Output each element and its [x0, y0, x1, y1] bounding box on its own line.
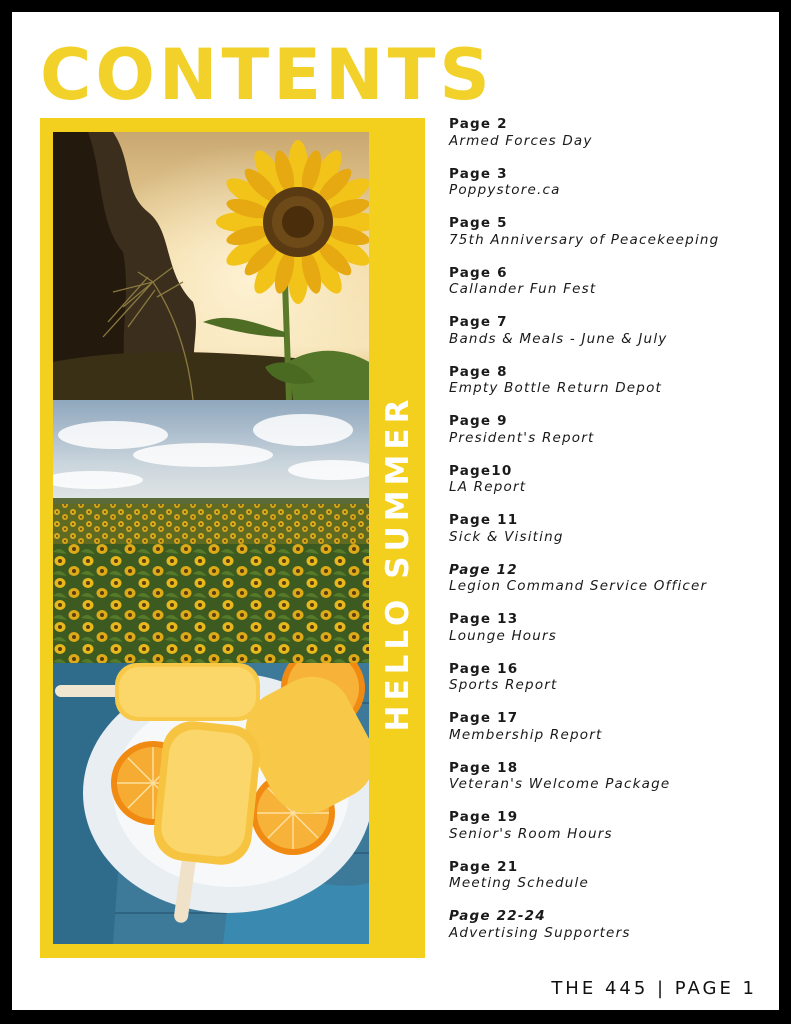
toc-article-title: Poppystore.ca: [449, 182, 561, 198]
sunflower-photo: [53, 132, 369, 400]
sunflower-field-photo: [53, 400, 369, 663]
table-of-contents: [449, 116, 769, 958]
toc-page-number: Page 3: [449, 165, 508, 182]
toc-entry: [449, 265, 769, 315]
toc-entry: [449, 809, 769, 859]
toc-page-number: Page 13: [449, 611, 519, 627]
toc-article-title: Armed Forces Day: [449, 132, 593, 149]
toc-page-number: Page 16: [449, 660, 519, 677]
toc-article-title: Veteran's Welcome Package: [449, 776, 671, 792]
toc-article-title: Sick & Visiting: [449, 528, 564, 545]
toc-page-number: Page10: [449, 462, 513, 479]
toc-entry: [449, 908, 769, 958]
toc-article-title: Membership Report: [449, 726, 603, 743]
photo-frame: [40, 118, 425, 958]
toc-article-title: Empty Bottle Return Depot: [449, 380, 663, 396]
toc-article-title: Legion Command Service Officer: [449, 578, 708, 594]
toc-article-title: Meeting Schedule: [449, 875, 589, 891]
toc-page-number: Page 22-24: [449, 908, 546, 924]
photo-collage: [53, 132, 369, 944]
toc-entry: [449, 859, 769, 909]
toc-page-number: Page 5: [449, 215, 508, 231]
toc-entry: [449, 166, 769, 216]
toc-page-number: Page 21: [449, 858, 519, 875]
toc-page-number: Page 9: [449, 413, 508, 429]
toc-entry: [449, 611, 769, 661]
toc-entry: [449, 314, 769, 364]
toc-page-number: Page 8: [449, 363, 508, 380]
side-banner-text: HELLO SUMMER: [379, 394, 416, 732]
toc-page-number: Page 11: [449, 512, 519, 528]
toc-page-number: Page 7: [449, 314, 508, 330]
toc-entry: [449, 215, 769, 265]
toc-article-title: Callander Fun Fest: [449, 281, 597, 297]
page-footer: THE 445 | PAGE 1: [551, 978, 757, 999]
toc-article-title: President's Report: [449, 429, 595, 446]
toc-entry: [449, 512, 769, 562]
toc-page-number: Page 18: [449, 759, 519, 776]
toc-entry: [449, 760, 769, 810]
toc-entry: [449, 413, 769, 463]
toc-article-title: LA Report: [449, 479, 527, 495]
page-title: CONTENTS: [40, 34, 494, 116]
toc-article-title: Bands & Meals - June & July: [449, 330, 668, 347]
toc-entry: [449, 116, 769, 166]
toc-page-number: Page 19: [449, 809, 519, 825]
toc-page-number: Page 2: [449, 116, 508, 132]
toc-article-title: Advertising Supporters: [449, 924, 631, 941]
toc-entry: [449, 661, 769, 711]
popsicle-photo: [53, 663, 369, 944]
toc-entry: [449, 364, 769, 414]
toc-article-title: Senior's Room Hours: [449, 825, 613, 842]
toc-page-number: Page 6: [449, 264, 508, 281]
toc-page-number: Page 12: [449, 561, 518, 578]
toc-entry: [449, 710, 769, 760]
toc-article-title: 75th Anniversary of Peacekeeping: [449, 231, 720, 248]
toc-entry: [449, 463, 769, 513]
toc-article-title: Lounge Hours: [449, 627, 558, 644]
side-banner: [370, 118, 425, 958]
toc-article-title: Sports Report: [449, 677, 558, 693]
toc-page-number: Page 17: [449, 710, 519, 726]
toc-entry: [449, 562, 769, 612]
newsletter-page: [12, 12, 779, 1010]
